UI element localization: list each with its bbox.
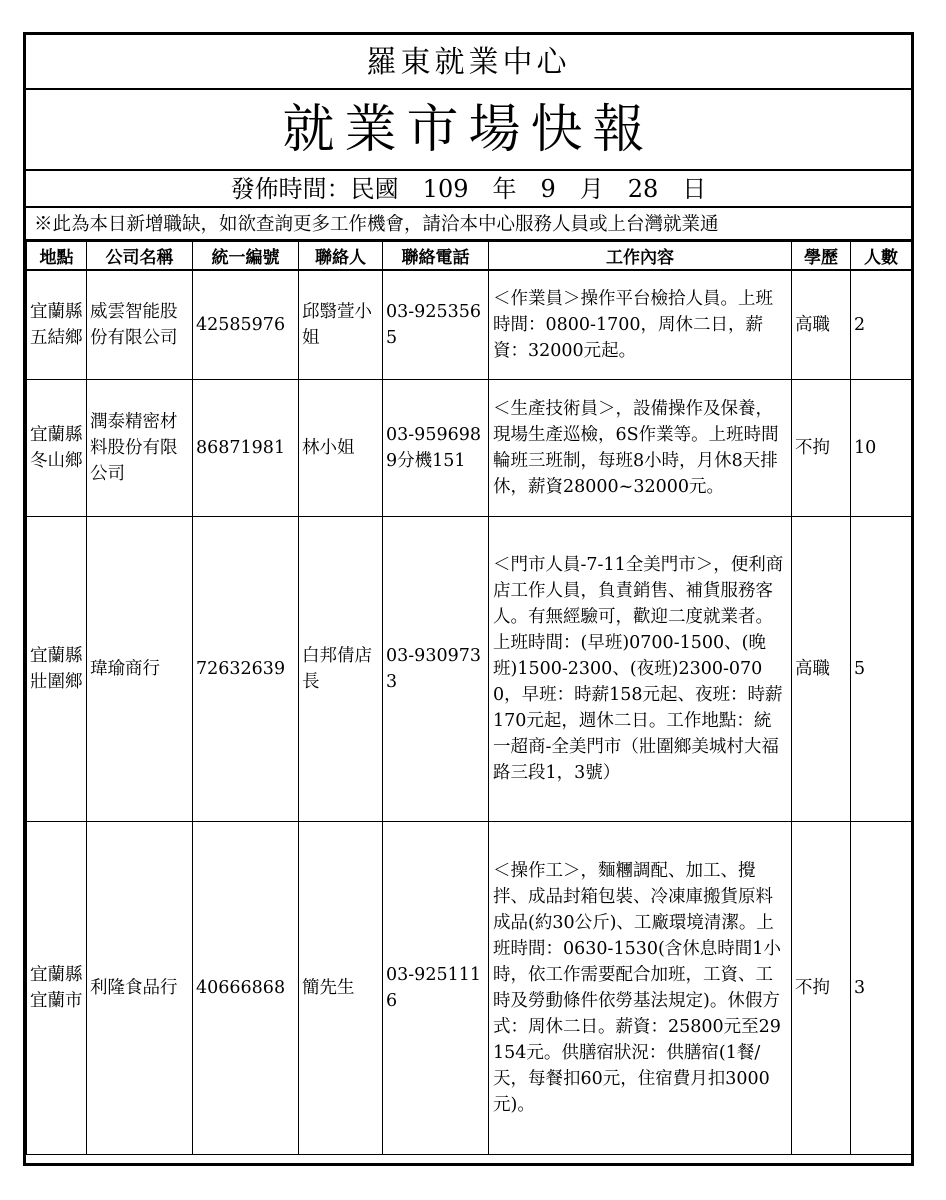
cell-description: ＜生產技術員＞，設備操作及保養，現場生產巡檢，6S作業等。上班時間輪班三班制，每班8小時，月休8天排休，薪資28000~32000元。 xyxy=(489,380,792,517)
cell-tax-id: 72632639 xyxy=(193,517,299,822)
col-header-location: 地點 xyxy=(27,242,87,270)
cell-company: 潤泰精密材料股份有限公司 xyxy=(87,380,193,517)
cell-headcount: 2 xyxy=(851,270,912,380)
job-listings-table xyxy=(26,241,912,1155)
notice-text: ※此為本日新增職缺，如欲查詢更多工作機會，請洽本中心服務人員或上台灣就業通 xyxy=(26,208,911,241)
cell-company: 威雲智能股份有限公司 xyxy=(87,270,193,380)
col-header-company: 公司名稱 xyxy=(87,242,193,270)
cell-location: 宜蘭縣冬山鄉 xyxy=(27,380,87,517)
cell-contact: 邱翳萱小姐 xyxy=(299,270,383,380)
cell-description: ＜門市人員-7-11全美門市＞，便利商店工作人員，負責銷售、補貨服務客人。有無經驗可，歡迎二度就業者。上班時間：(早班)0700-1500、(晚班)1500-2300、(夜班)2300-0700，早班：時薪158元起、夜班：時薪170元起，週休二日。工作地點：統一超商-全美門市（壯圍鄉美城村大福路三段1，3號） xyxy=(489,517,792,822)
cell-location: 宜蘭縣宜蘭市 xyxy=(27,822,87,1155)
cell-tax-id: 40666868 xyxy=(193,822,299,1155)
table-row xyxy=(27,270,912,380)
cell-headcount: 5 xyxy=(851,517,912,822)
table-row xyxy=(27,517,912,822)
bulletin-title: 就業市場快報 xyxy=(26,90,911,171)
cell-description: ＜作業員＞操作平台檢拾人員。上班時間：0800-1700，周休二日，薪資：32000元起。 xyxy=(489,270,792,380)
cell-phone: 03-9596989分機151 xyxy=(383,380,489,517)
cell-tax-id: 42585976 xyxy=(193,270,299,380)
cell-description: ＜操作工＞，麵糰調配、加工、攪拌、成品封箱包裝、冷凍庫搬貨原料成品(約30公斤)、工廠環境清潔。上班時間：0630-1530(含休息時間1小時，依工作需要配合加班，工資、工時及勞動條件依勞基法規定)。休假方式：周休二日。薪資：25800元至29154元。供膳宿狀況：供膳宿(1餐/天，每餐扣60元，住宿費月扣3000元)。 xyxy=(489,822,792,1155)
table-row xyxy=(27,822,912,1155)
cell-education: 不拘 xyxy=(792,380,851,517)
cell-contact: 簡先生 xyxy=(299,822,383,1155)
cell-headcount: 3 xyxy=(851,822,912,1155)
col-header-tax-id: 統一編號 xyxy=(193,242,299,270)
cell-contact: 林小姐 xyxy=(299,380,383,517)
cell-location: 宜蘭縣壯圍鄉 xyxy=(27,517,87,822)
cell-tax-id: 86871981 xyxy=(193,380,299,517)
cell-company: 利隆食品行 xyxy=(87,822,193,1155)
col-header-description: 工作內容 xyxy=(489,242,792,270)
cell-contact: 白邦倩店長 xyxy=(299,517,383,822)
publish-date: 發佈時間：民國 109 年 9 月 28 日 xyxy=(26,171,911,208)
cell-education: 高職 xyxy=(792,517,851,822)
cell-location: 宜蘭縣五結鄉 xyxy=(27,270,87,380)
center-name: 羅東就業中心 xyxy=(26,35,911,90)
col-header-education: 學歷 xyxy=(792,242,851,270)
cell-headcount: 10 xyxy=(851,380,912,517)
cell-company: 瑋瑜商行 xyxy=(87,517,193,822)
col-header-phone: 聯絡電話 xyxy=(383,242,489,270)
cell-phone: 03-9309733 xyxy=(383,517,489,822)
job-bulletin-sheet xyxy=(23,32,914,1166)
table-row xyxy=(27,380,912,517)
cell-education: 不拘 xyxy=(792,822,851,1155)
cell-education: 高職 xyxy=(792,270,851,380)
cell-phone: 03-9251116 xyxy=(383,822,489,1155)
table-header-row xyxy=(27,242,912,270)
col-header-headcount: 人數 xyxy=(851,242,912,270)
col-header-contact: 聯絡人 xyxy=(299,242,383,270)
cell-phone: 03-9253565 xyxy=(383,270,489,380)
